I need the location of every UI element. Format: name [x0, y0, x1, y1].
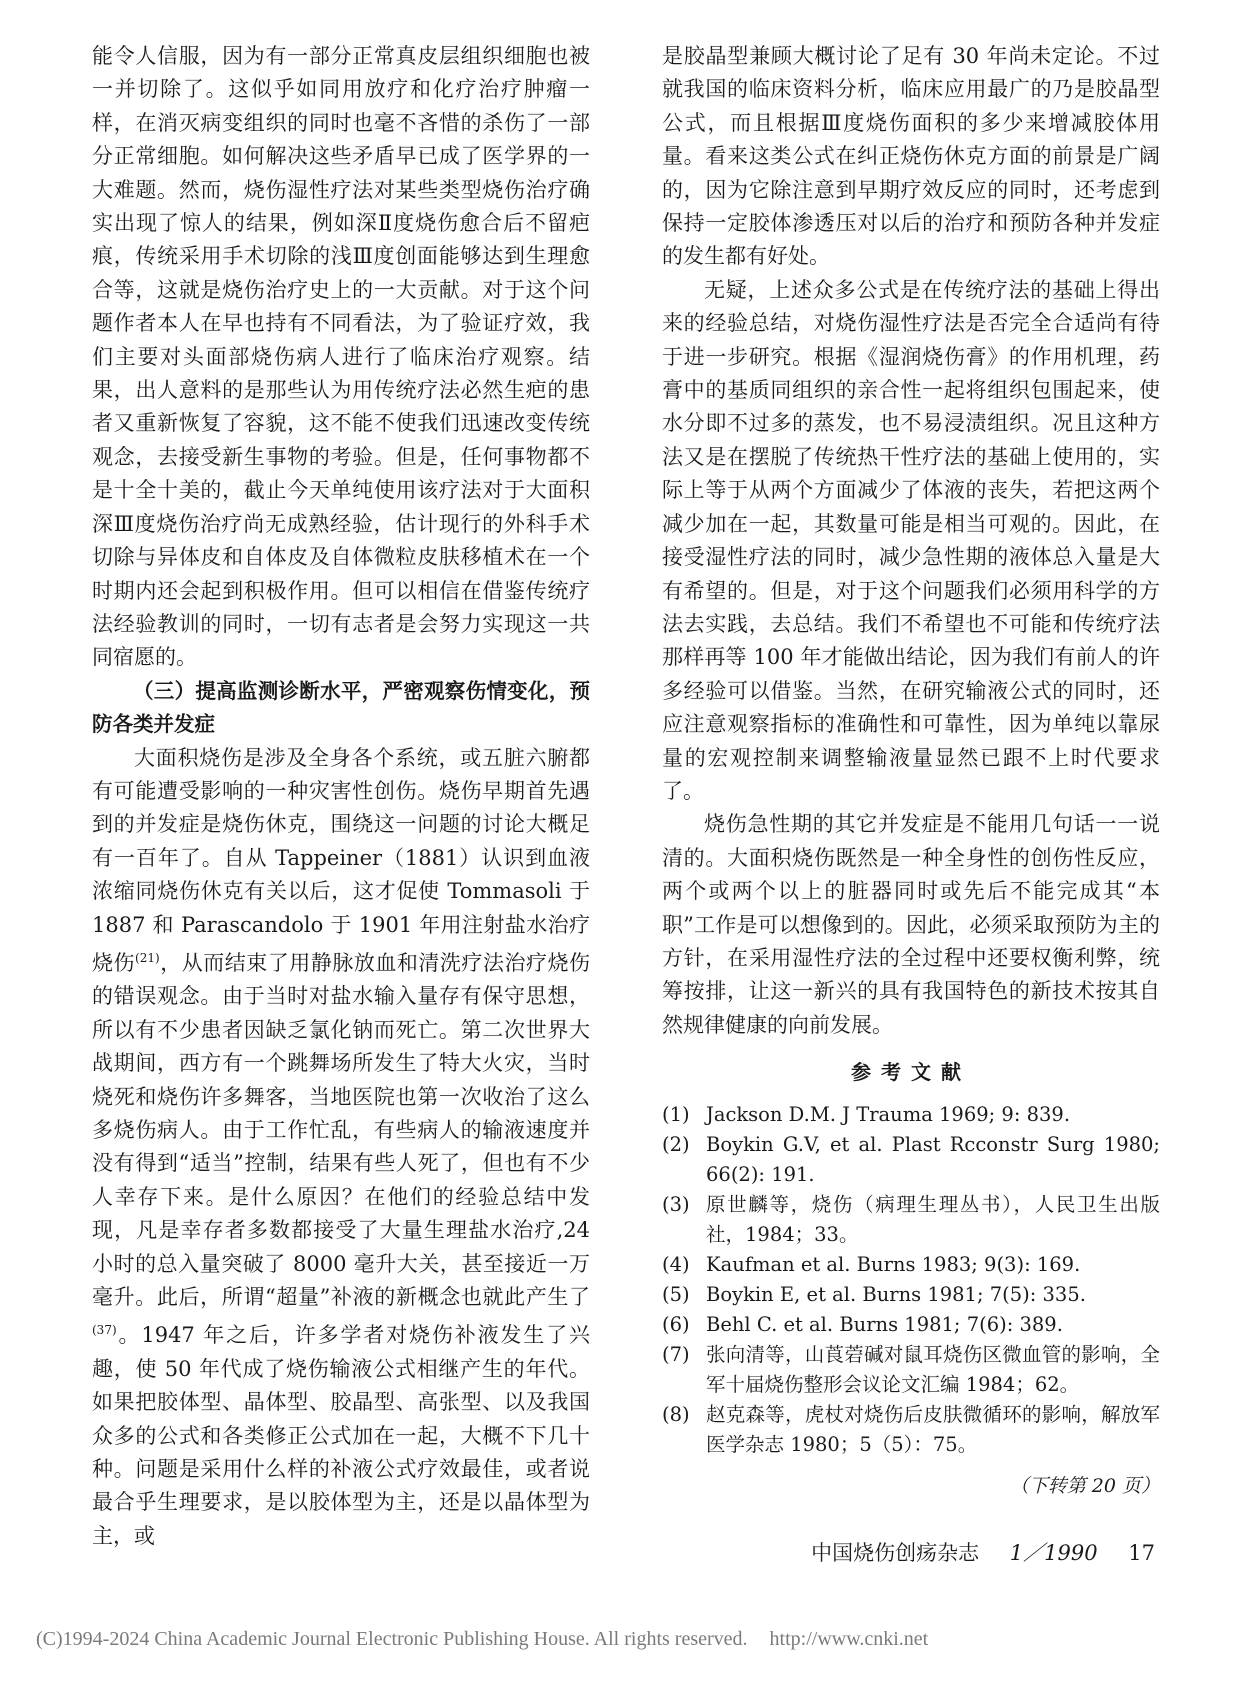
paragraph-text: 。1947 年之后，许多学者对烧伤补液发生了兴趣，使 50 年代成了烧伤输液公式相继产生的年代。如果把胶体型、晶体型、胶晶型、高张型、以及我国众多的公式和各类修正公式加在一起，大概不下几十种。问题是采用什么样的补液公式疗效最佳，或者说最合乎生理要求，是以胶体型为主，还是以晶体型为主，或	[92, 1323, 590, 1548]
page-number: 17	[1128, 1541, 1155, 1565]
reference-text: 原世麟等，烧伤（病理生理丛书），人民卫生出版社，1984；33。	[706, 1192, 1160, 1246]
reference-number: (6)	[662, 1312, 690, 1336]
page-footer	[787, 1537, 1155, 1567]
reference-number: (3)	[662, 1192, 690, 1216]
reference-list	[662, 1100, 1160, 1460]
reference-number: (1)	[662, 1102, 690, 1126]
body-paragraph: 是胶晶型兼顾大概讨论了足有 30 年尚未定论。不过就我国的临床资料分析，临床应用最广的乃是胶晶型公式，而且根据Ⅲ度烧伤面积的多少来增减胶体用量。看来这类公式在纠正烧伤休克方面的前景是广阔的，因为它除注意到早期疗效反应的同时，还考虑到保持一定胶体渗透压对以后的治疗和预防各种并发症的发生都有好处。	[662, 44, 1160, 269]
reference-item	[662, 1400, 1160, 1460]
reference-text: Behl C. et al. Burns 1981; 7(6): 389.	[706, 1312, 1063, 1336]
left-column	[92, 40, 590, 1553]
right-column	[662, 40, 1160, 1503]
paragraph-text: ，从而结束了用静脉放血和清洗疗法治疗烧伤的错误观念。由于当时对盐水输入量存有保守思想，所以有不少患者因缺乏氯化钠而死亡。第二次世界大战期间，西方有一个跳舞场所发生了特大火灾，当时烧死和烧伤许多舞客，当地医院也第一次收治了这么多烧伤病人。由于工作忙乱，有些病人的输液速度并没有得到“适当”控制，结果有些人死了，但也有不少人幸存下来。是什么原因？在他们的经验总结中发现，凡是幸存者多数都接受了大量生理盐水治疗,24 小时的总入量突破了 8000 毫升大关，甚至接近一万毫升。此后，所谓“超量”补液的新概念也就此产生了	[92, 950, 591, 1310]
reference-item	[662, 1130, 1160, 1190]
citation-ref: (37)	[92, 1323, 117, 1338]
issue-number: 1／1990	[1009, 1541, 1098, 1565]
reference-number: (8)	[662, 1402, 690, 1426]
reference-item	[662, 1100, 1160, 1130]
reference-text: Boykin E, et al. Burns 1981; 7(5): 335.	[706, 1282, 1086, 1306]
body-paragraph: 烧伤急性期的其它并发症是不能用几句话一一说清的。大面积烧伤既然是一种全身性的创伤性反应，两个或两个以上的脏器同时或先后不能完成其“本职”工作是可以想像到的。因此，必须采取预防为主的方针，在采用湿性疗法的全过程中还要权衡利弊，统筹按排，让这一新兴的具有我国特色的新技术按其自然规律健康的向前发展。	[662, 812, 1160, 1037]
reference-item	[662, 1340, 1160, 1400]
section-heading: （三）提高监测诊断水平，严密观察伤情变化，预防各类并发症	[92, 678, 590, 737]
reference-item	[662, 1250, 1160, 1280]
copyright-notice	[36, 1628, 928, 1651]
reference-item	[662, 1280, 1160, 1310]
body-paragraph: 能令人信服，因为有一部分正常真皮层组织细胞也被一并切除了。这似乎如同用放疗和化疗治疗肿瘤一样，在消灭病变组织的同时也毫不吝惜的杀伤了一部分正常细胞。如何解决这些矛盾早已成了医学界的一大难题。然而，烧伤湿性疗法对某些类型烧伤治疗确实出现了惊人的结果，例如深Ⅱ度烧伤愈合后不留疤痕，传统采用手术切除的浅Ⅲ度创面能够达到生理愈合等，这就是烧伤治疗史上的一大贡献。对于这个问题作者本人在早也持有不同看法，为了验证疗效，我们主要对头面部烧伤病人进行了临床治疗观察。结果，出人意料的是那些认为用传统疗法必然生疤的患者又重新恢复了容貌，这不能不使我们迅速改变传统观念，去接受新生事物的考验。但是，任何事物都不是十全十美的，截止今天单纯使用该疗法对于大面积深Ⅲ度烧伤治疗尚无成熟经验，估计现行的外科手术切除与异体皮和自体皮及自体微粒皮肤移植术在一个时期内还会起到积极作用。但可以相信在借鉴传统疗法经验教训的同时，一切有志者是会努力实现这一共同宿愿的。	[92, 44, 590, 670]
reference-number: (7)	[662, 1342, 690, 1366]
reference-item	[662, 1190, 1160, 1250]
reference-item	[662, 1310, 1160, 1340]
reference-number: (4)	[662, 1252, 690, 1276]
reference-text: Kaufman et al. Burns 1983; 9(3): 169.	[706, 1252, 1081, 1276]
reference-text: 张向清等，山莨菪碱对鼠耳烧伤区微血管的影响，全军十届烧伤整形会议论文汇编 1984；62。	[706, 1342, 1160, 1396]
reference-number: (5)	[662, 1282, 690, 1306]
body-paragraph: 无疑，上述众多公式是在传统疗法的基础上得出来的经验总结，对烧伤湿性疗法是否完全合适尚有待于进一步研究。根据《湿润烧伤膏》的作用机理，药膏中的基质同组织的亲合性一起将组织包围起来，使水分即不过多的蒸发，也不易浸渍组织。况且这种方法又是在摆脱了传统热干性疗法的基础上使用的，实际上等于从两个方面减少了体液的丧失，若把这两个减少加在一起，其数量可能是相当可观的。因此，在接受湿性疗法的同时，减少急性期的液体总入量是大有希望的。但是，对于这个问题我们必须用科学的方法去实践，去总结。我们不希望也不可能和传统疗法那样再等 100 年才能做出结论，因为我们有前人的许多经验可以借鉴。当然，在研究输液公式的同时，还应注意观察指标的准确性和可靠性，因为单纯以靠尿量的宏观控制来调整输液量显然已跟不上时代要求了。	[662, 277, 1160, 803]
reference-number: (2)	[662, 1132, 690, 1156]
copyright-text: (C)1994-2024 China Academic Journal Electronic Publishing House. All rights reserved.	[36, 1628, 748, 1650]
reference-text: Boykin G.V, et al. Plast Rcconstr Surg 1980; 66(2): 191.	[706, 1132, 1160, 1186]
journal-name: 中国烧伤创疡杂志	[811, 1541, 980, 1565]
copyright-url[interactable]: http://www.cnki.net	[769, 1628, 929, 1650]
references-title: 参考文献	[851, 1060, 971, 1085]
reference-text: Jackson D.M. J Trauma 1969; 9: 839.	[706, 1102, 1071, 1126]
paragraph-text: 大面积烧伤是涉及全身各个系统，或五脏六腑都有可能遭受影响的一种灾害性创伤。烧伤早期首先遇到的并发症是烧伤休克，围绕这一问题的讨论大概足有一百年了。自从 Tappeiner（1881）认识到血液浓缩同烧伤休克有关以后，这才促使 Tommasoli 于 1887 和 Parascandolo 于 1901 年用注射盐水治疗烧伤	[92, 745, 590, 975]
body-paragraph	[92, 742, 590, 1554]
continued-note: （下转第 20 页）	[1009, 1474, 1160, 1497]
reference-text: 赵克森等，虎杖对烧伤后皮肤微循环的影响，解放军医学杂志 1980；5（5）：75。	[706, 1402, 1160, 1456]
citation-ref: (21)	[135, 950, 160, 965]
